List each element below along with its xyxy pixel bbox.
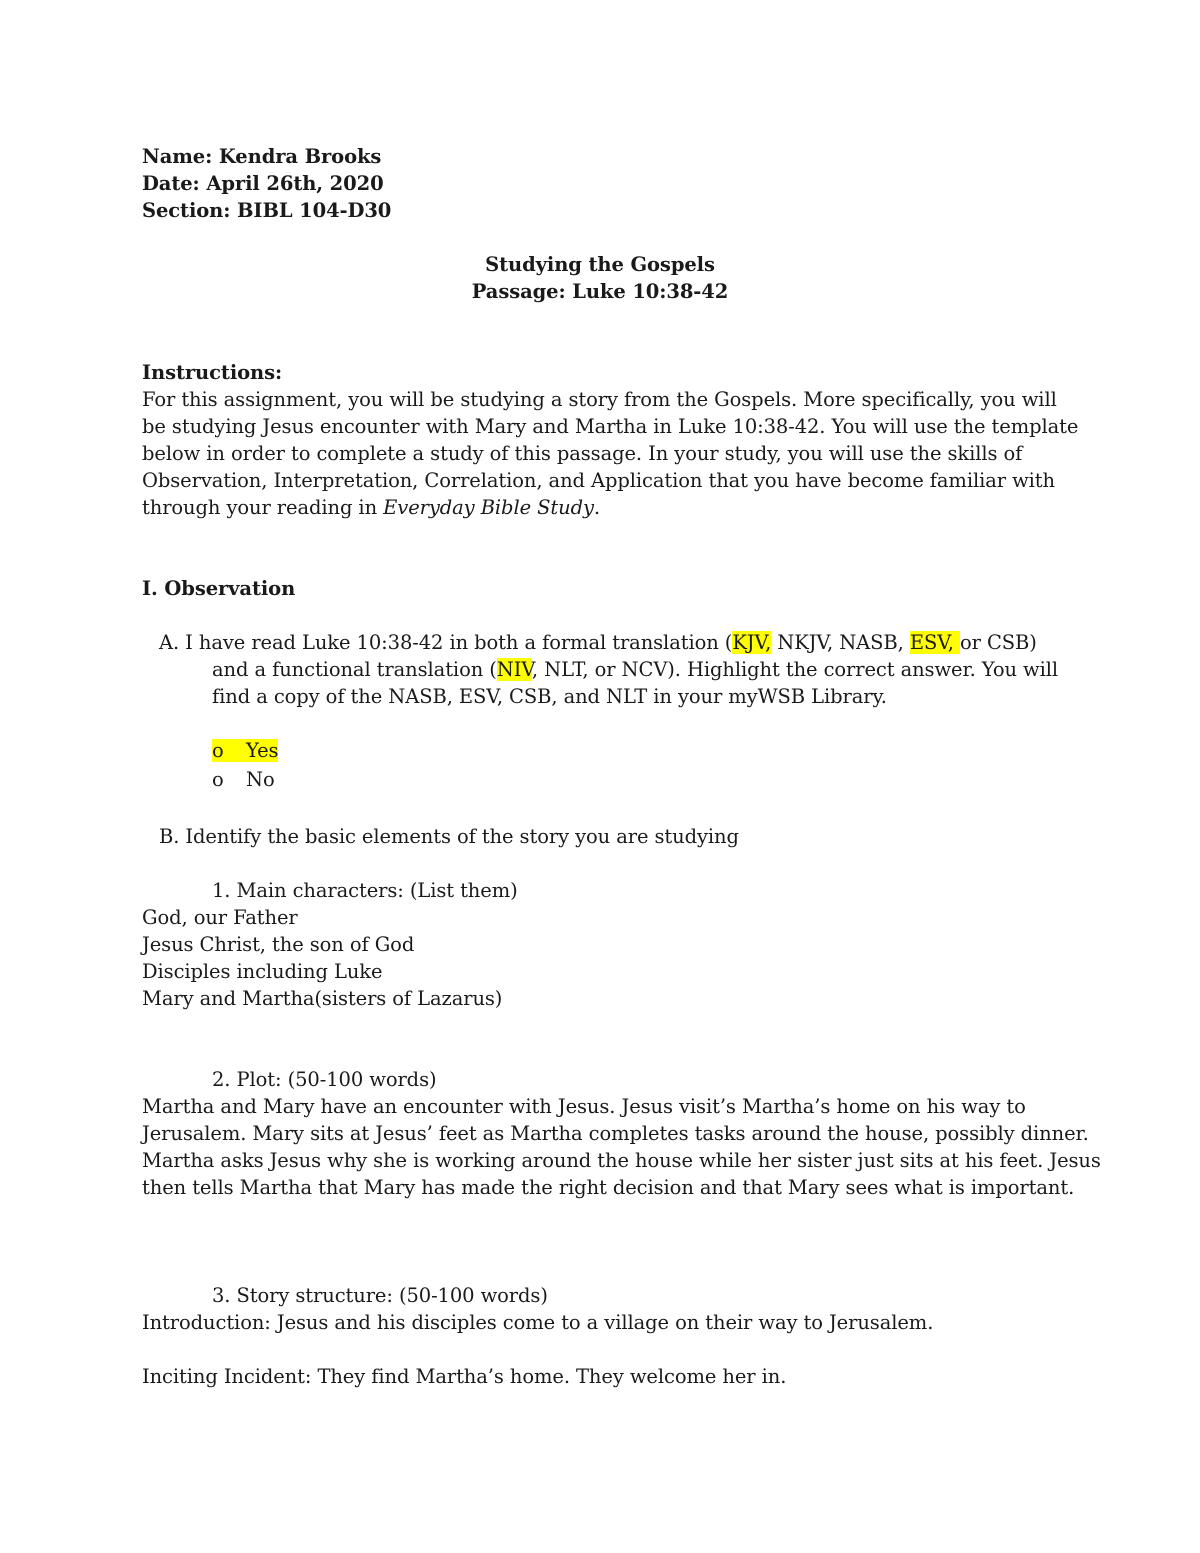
question-a-text: , NLT, or NCV). Highlight the correct answer. You will bbox=[531, 658, 1059, 681]
structure-inciting-incident: Inciting Incident: They find Martha’s home. They welcome her in. bbox=[142, 1365, 787, 1388]
character-item: Jesus Christ, the son of God bbox=[142, 933, 415, 956]
instructions-heading: Instructions: bbox=[142, 361, 283, 384]
structure-introduction: Introduction: Jesus and his disciples come to a village on their way to Jerusalem. bbox=[142, 1311, 934, 1334]
plot-line: Martha and Mary have an encounter with Jesus. Jesus visit’s Martha’s home on his way to bbox=[142, 1095, 1026, 1118]
instructions-text: through your reading in bbox=[142, 496, 384, 519]
option-no[interactable] bbox=[212, 766, 275, 793]
highlight-kjv: KJV, bbox=[732, 631, 772, 654]
instructions-line: below in order to complete a study of this passage. In your study, you will use the skills of bbox=[142, 442, 1023, 465]
plot-label: 2. Plot: (50-100 words) bbox=[212, 1068, 437, 1091]
instructions-text: . bbox=[593, 496, 600, 519]
observation-heading: I. Observation bbox=[142, 577, 296, 600]
option-label: Yes bbox=[246, 739, 279, 762]
character-item: Mary and Martha(sisters of Lazarus) bbox=[142, 987, 503, 1010]
plot-line: then tells Martha that Mary has made the right decision and that Mary sees what is important. bbox=[142, 1176, 1075, 1199]
highlight-esv: ESV, bbox=[909, 631, 960, 654]
question-a-line bbox=[212, 656, 1058, 683]
structure-label: 3. Story structure: (50-100 words) bbox=[212, 1284, 548, 1307]
instructions-line: Observation, Interpretation, Correlation, and Application that you have become familiar with bbox=[142, 469, 1055, 492]
character-item: Disciples including Luke bbox=[142, 960, 383, 983]
passage-reference: Passage: Luke 10:38-42 bbox=[471, 280, 729, 303]
document-title: Studying the Gospels bbox=[485, 253, 715, 276]
option-label: No bbox=[246, 768, 275, 791]
course-section: Section: BIBL 104-D30 bbox=[142, 199, 392, 222]
question-a-text: NKJV, NASB, bbox=[771, 631, 910, 654]
question-a-line: find a copy of the NASB, ESV, CSB, and NLT in your myWSB Library. bbox=[212, 685, 887, 708]
plot-line: Jerusalem. Mary sits at Jesus’ feet as Martha completes tasks around the house, possibly dinner. bbox=[142, 1122, 1089, 1145]
instructions-line bbox=[142, 494, 600, 521]
submission-date: Date: April 26th, 2020 bbox=[142, 172, 384, 195]
characters-label: 1. Main characters: (List them) bbox=[212, 879, 518, 902]
plot-line: Martha asks Jesus why she is working around the house while her sister just sits at his feet. Jesus bbox=[142, 1149, 1101, 1172]
question-a-line bbox=[159, 629, 1037, 656]
student-name: Name: Kendra Brooks bbox=[142, 145, 382, 168]
question-a-text: and a functional translation ( bbox=[212, 658, 497, 681]
character-item: God, our Father bbox=[142, 906, 298, 929]
option-yes-highlight bbox=[212, 739, 278, 762]
book-title: Everyday Bible Study bbox=[383, 496, 594, 519]
question-b: B. Identify the basic elements of the story you are studying bbox=[159, 825, 739, 848]
instructions-line: For this assignment, you will be studying a story from the Gospels. More specifically, you will bbox=[142, 388, 1057, 411]
bullet-icon: o bbox=[212, 739, 224, 762]
option-yes[interactable] bbox=[212, 737, 278, 764]
bullet-icon: o bbox=[212, 768, 224, 791]
instructions-line: be studying Jesus encounter with Mary and Martha in Luke 10:38-42. You will use the template bbox=[142, 415, 1079, 438]
highlight-niv: NIV bbox=[496, 658, 532, 681]
question-a-text: A. I have read Luke 10:38-42 in both a formal translation ( bbox=[159, 631, 733, 654]
question-a-text: or CSB) bbox=[960, 631, 1037, 654]
